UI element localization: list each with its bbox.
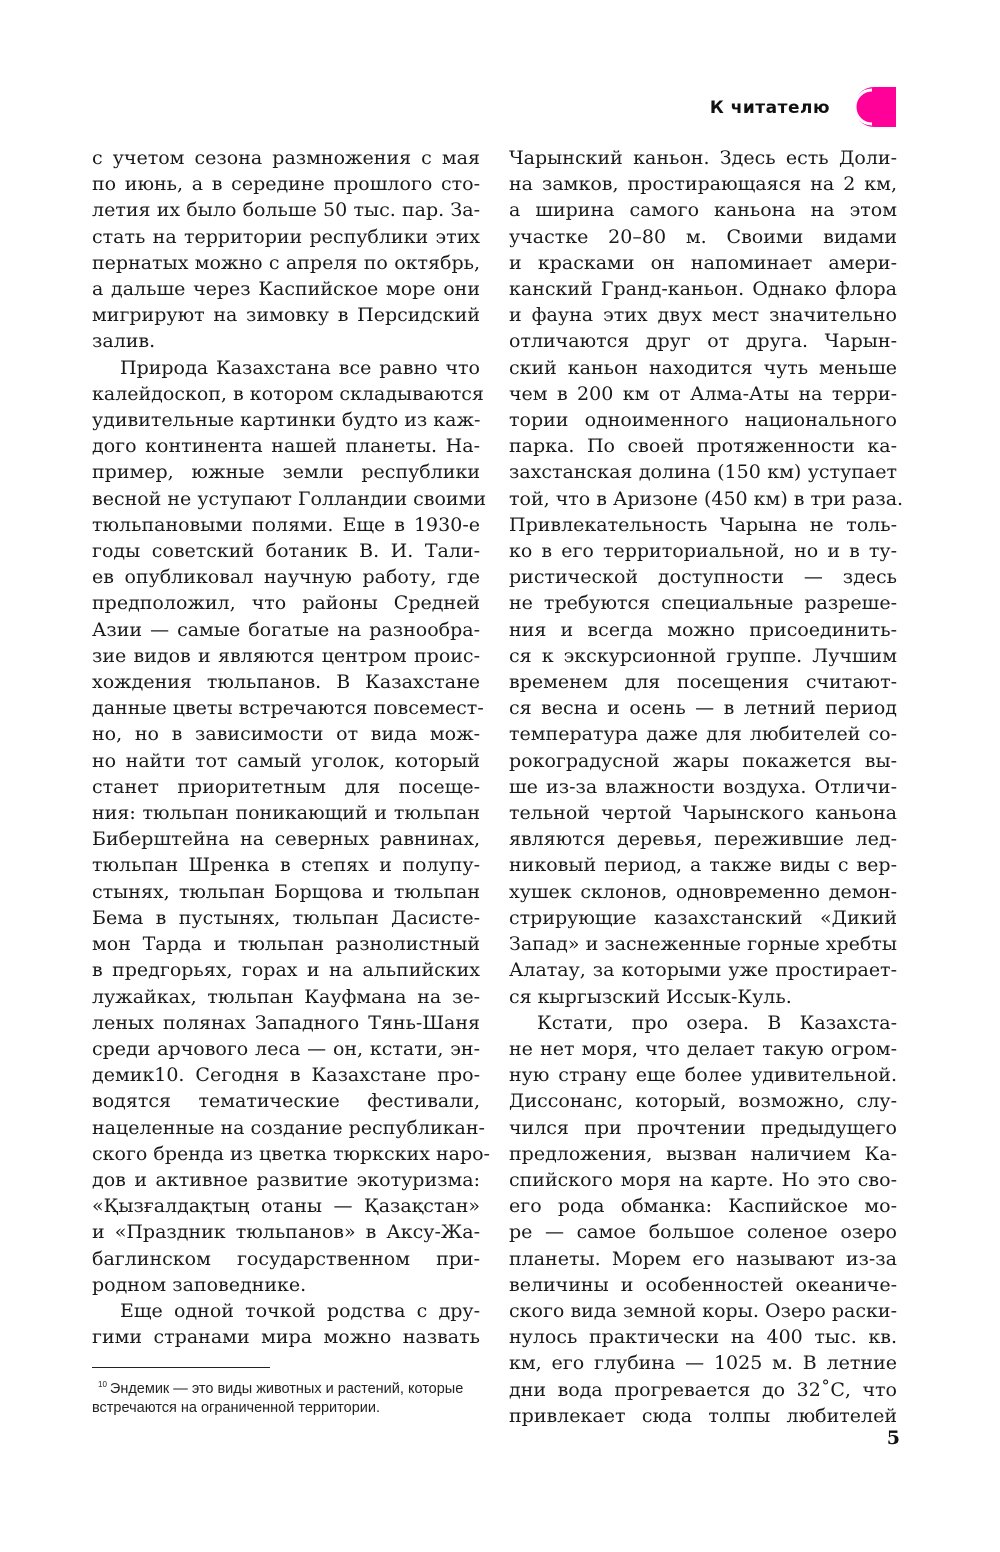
text-line: на замков, простирающаяся на 2 км, bbox=[509, 173, 897, 196]
text-line: рокоградусной жары покажется вы- bbox=[509, 749, 897, 772]
text-line: весной не уступают Голландии своими bbox=[92, 487, 487, 510]
text-line: баглинском государственном при- bbox=[92, 1247, 480, 1270]
text-line: хождения тюльпанов. В Казахстане bbox=[92, 671, 480, 694]
text-line: удивительные картинки будто из каж- bbox=[92, 409, 481, 432]
text-line: Привлекательность Чарына не толь- bbox=[509, 513, 897, 536]
text-line: отличаются друг от друга. Чарын- bbox=[509, 330, 897, 353]
text-line: Диссонанс, который, возможно, слу- bbox=[509, 1090, 897, 1113]
text-line: пример, южные земли республики bbox=[92, 461, 480, 484]
text-line: а ширина самого каньона на этом bbox=[509, 199, 897, 222]
paragraph bbox=[92, 355, 490, 1298]
text-line: водятся тематические фестивали, bbox=[92, 1090, 480, 1113]
text-line: привлекает сюда толпы любителей bbox=[509, 1404, 897, 1427]
text-line: ко в его территориальной, но и в ту- bbox=[509, 540, 897, 563]
text-line: данные цветы встречаются повсемест- bbox=[92, 697, 484, 720]
text-line: и «Праздник тюльпанов» в Аксу-Жа- bbox=[92, 1221, 480, 1244]
text-line: участке 20–80 м. Своими видами bbox=[509, 225, 897, 248]
paragraph bbox=[509, 145, 904, 1010]
text-line: по июнь, а в середине прошлого сто- bbox=[92, 173, 480, 196]
text-line: но, но в зависимости от вида мож- bbox=[92, 723, 480, 746]
text-line: ский каньон находится чуть меньше bbox=[509, 356, 897, 379]
text-line: парка. По своей протяженности ка- bbox=[509, 435, 897, 458]
text-line: и фауна этих двух мест значительно bbox=[509, 304, 897, 327]
text-line: Запад» и заснеженные горные хребты bbox=[509, 933, 897, 956]
text-line: среди арчового леса — он, кстати, эн- bbox=[92, 1037, 480, 1060]
text-line: Бема в пустынях, тюльпан Дасисте- bbox=[92, 906, 480, 929]
text-line: в предгорьях, горах и на альпийских bbox=[92, 959, 480, 982]
text-line: не нет моря, что делает такую огром- bbox=[509, 1037, 897, 1060]
text-line: леных полянах Западного Тянь-Шаня bbox=[92, 1011, 480, 1034]
text-line: стрирующие казахстанский «Дикий bbox=[509, 906, 897, 929]
paragraph bbox=[509, 1010, 897, 1429]
text-line: захстанская долина (150 км) уступает bbox=[509, 461, 897, 484]
text-line: Биберштейна на северных равнинах, bbox=[92, 828, 480, 851]
text-line: стынях, тюльпан Борщова и тюльпан bbox=[92, 880, 480, 903]
text-line: а дальше через Каспийское море они bbox=[92, 278, 480, 301]
text-line: пернатых можно с апреля по октябрь, bbox=[92, 251, 480, 274]
right-column bbox=[509, 145, 904, 1429]
text-line: Чарынский каньон. Здесь есть Доли- bbox=[509, 147, 897, 169]
text-line: ского бренда из цветка тюркских наро- bbox=[92, 1142, 490, 1165]
footnote bbox=[92, 1375, 484, 1418]
text-line: мон Тарда и тюльпан разнолистный bbox=[92, 933, 480, 956]
text-line: Кстати, про озера. В Казахста- bbox=[537, 1011, 897, 1034]
text-line: годы советский ботаник В. И. Тали- bbox=[92, 540, 480, 563]
text-line: но найти тот самый уголок, который bbox=[92, 749, 480, 772]
text-line: тюльпановыми полями. Еще в 1930-е bbox=[92, 513, 480, 536]
paragraph bbox=[92, 145, 480, 355]
text-line: лужайках, тюльпан Кауфмана на зе- bbox=[92, 985, 480, 1008]
text-line: родном заповеднике. bbox=[92, 1273, 307, 1296]
text-line: являются деревья, пережившие лед- bbox=[509, 828, 897, 851]
text-line: температура даже для любителей со- bbox=[509, 723, 897, 746]
text-line: ся к экскурсионной группе. Лучшим bbox=[509, 644, 897, 667]
text-line: дни вода прогревается до 32˚С, что bbox=[509, 1378, 897, 1401]
text-line: дого континента нашей планеты. На- bbox=[92, 435, 480, 458]
text-line: предположил, что районы Средней bbox=[92, 592, 480, 615]
text-line: ния и всегда можно присоединить- bbox=[509, 618, 897, 641]
text-line: канский Гранд-каньон. Однако флора bbox=[509, 278, 897, 301]
text-line: нулось практически на 400 тыс. кв. bbox=[509, 1326, 897, 1349]
text-line: спийского моря на карте. Но это сво- bbox=[509, 1168, 897, 1191]
text-line: калейдоскоп, в котором складываются bbox=[92, 382, 484, 405]
paragraph bbox=[92, 1298, 480, 1350]
text-line: чем в 200 км от Алма-Аты на терри- bbox=[509, 382, 897, 405]
text-line: Природа Казахстана все равно что bbox=[120, 356, 480, 379]
text-line: предложения, вызван наличием Ка- bbox=[509, 1142, 897, 1165]
text-line: ского вида земной коры. Озеро раски- bbox=[509, 1299, 897, 1322]
text-line: Алатау, за которыми уже простирает- bbox=[509, 959, 897, 982]
text-line: демик10. Сегодня в Казахстане про- bbox=[92, 1064, 480, 1087]
text-line: величины и особенностей океаниче- bbox=[509, 1273, 897, 1296]
text-line: временем для посещения считают- bbox=[509, 671, 897, 694]
text-line: ся весна и осень — в летний период bbox=[509, 697, 897, 720]
footnote-number: 10 bbox=[98, 1380, 107, 1389]
text-line: тории одноименного национального bbox=[509, 409, 897, 432]
text-line: Азии — самые богатые на разнообра- bbox=[92, 618, 480, 641]
footnote-divider bbox=[92, 1367, 270, 1368]
text-line: ся кыргызский Иссык-Куль. bbox=[509, 985, 792, 1008]
text-line: мигрируют на зимовку в Персидский bbox=[92, 304, 480, 327]
text-line: нацеленные на создание республикан- bbox=[92, 1116, 485, 1139]
text-line: с учетом сезона размножения с мая bbox=[92, 147, 480, 169]
running-header: К читателю bbox=[709, 98, 830, 118]
text-line: км, его глубина — 1025 м. В летние bbox=[509, 1352, 897, 1375]
text-line: залив. bbox=[92, 330, 156, 353]
text-line: ную страну еще более удивительной. bbox=[509, 1064, 897, 1087]
text-line: «Қызғалдақтың отаны — Қазақстан» bbox=[92, 1195, 480, 1218]
footnote-text: встречаются на ограниченной территории. bbox=[92, 1400, 380, 1416]
text-line: ев опубликовал научную работу, где bbox=[92, 566, 480, 589]
text-line: летия их было больше 50 тыс. пар. За- bbox=[92, 199, 480, 222]
page-number: 5 bbox=[886, 1427, 900, 1449]
text-line: его рода обманка: Каспийское мо- bbox=[509, 1195, 897, 1218]
text-line: станет приоритетным для посеще- bbox=[92, 775, 480, 798]
section-tab-icon bbox=[852, 86, 898, 128]
text-line: дов и активное развитие экотуризма: bbox=[92, 1168, 480, 1191]
text-line: той, что в Аризоне (450 км) в три раза. bbox=[509, 487, 904, 510]
text-line: ше из-за влажности воздуха. Отличи- bbox=[509, 775, 897, 798]
text-line: зие видов и являются центром проис- bbox=[92, 644, 480, 667]
text-line: и красками он напоминает амери- bbox=[509, 251, 897, 274]
text-line: планеты. Морем его называют из-за bbox=[509, 1247, 897, 1270]
footnote-text: Эндемик — это виды животных и растений, которые bbox=[109, 1381, 464, 1397]
text-line: ре — самое большое соленое озеро bbox=[509, 1221, 897, 1244]
text-line: не требуются специальные разреше- bbox=[509, 592, 897, 615]
text-line: никовый период, а также виды с вер- bbox=[509, 854, 897, 877]
text-line: хушек склонов, одновременно демон- bbox=[509, 880, 897, 903]
text-line: тельной чертой Чарынского каньона bbox=[509, 802, 897, 825]
text-line: чился при прочтении предыдущего bbox=[509, 1116, 897, 1139]
text-line: стать на территории республики этих bbox=[92, 225, 480, 248]
text-line: Еще одной точкой родства с дру- bbox=[120, 1299, 480, 1322]
text-line: гими странами мира можно назвать bbox=[92, 1326, 480, 1349]
text-line: тюльпан Шренка в степях и полупу- bbox=[92, 854, 480, 877]
text-line: ристической доступности — здесь bbox=[509, 566, 897, 589]
left-column bbox=[92, 145, 490, 1350]
text-line: ния: тюльпан поникающий и тюльпан bbox=[92, 802, 480, 825]
